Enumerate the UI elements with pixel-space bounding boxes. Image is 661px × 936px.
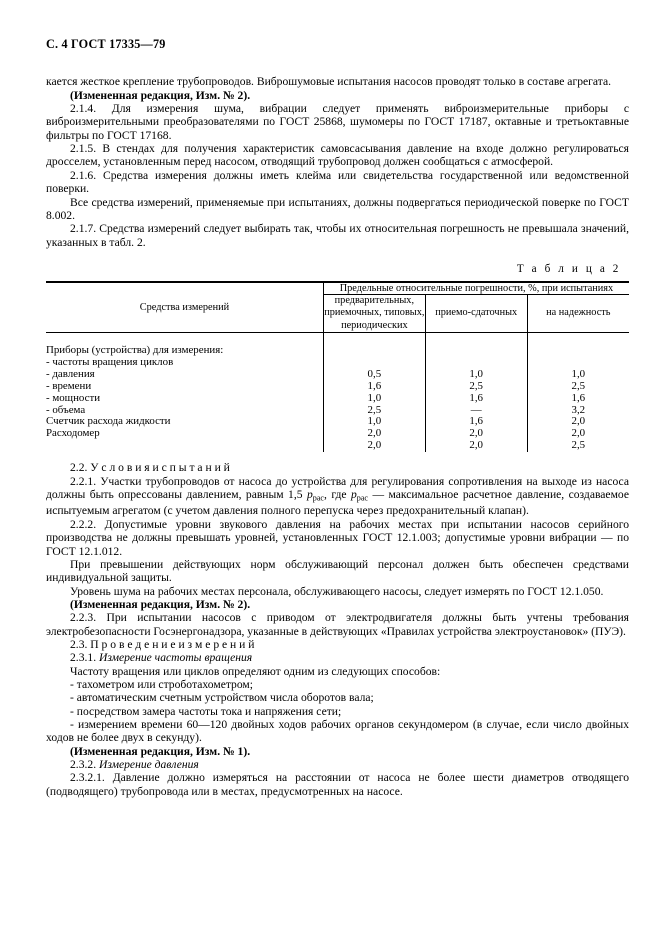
p221-part-c: — максимальное расчетное давление, создаваемое испытуемым агрегатом (с учетом давления полного перепуска через предохранительный клапан). xyxy=(46,487,629,518)
subheader-line-2: приемочных, типовых, xyxy=(324,307,425,319)
table-row-labels xyxy=(46,333,323,452)
bullet-item-0: - тахометром или стробoтахометром; xyxy=(70,677,253,691)
row-group-label: Приборы (устройства) для измерения: xyxy=(46,344,224,357)
val-c3-4: 2,0 xyxy=(571,415,586,428)
table-header-row-top xyxy=(46,282,629,295)
val-c2-1: 2,5 xyxy=(469,379,484,392)
val-c2-4: 1,6 xyxy=(469,415,484,428)
spacer-after-table xyxy=(46,452,629,461)
p221-symbol-1: p xyxy=(306,487,313,501)
revision-note-2: (Измененная редакция, Изм. № 2). xyxy=(70,597,251,611)
paragraph-2-1-5: 2.1.5. В стендах для получения характеристик самовсасывания давление на входе должно регулироваться дросселем, установленным перед насосом, отводящий трубопровод должен сообщаться с атмосферой. xyxy=(46,142,629,169)
row-label-0: - частоты вращения циклов xyxy=(46,355,174,368)
heading-2-2: 2.2. У с л о в и я и с п ы т а н и й xyxy=(70,461,230,475)
table-subheader-reliability: на надежность xyxy=(546,307,611,319)
bullet-item-2: - посредством замера частоты тока и напряжения сети; xyxy=(70,704,342,718)
paragraph-2-2-1 xyxy=(46,475,629,518)
heading-2-3-1-number: 2.3.1. xyxy=(70,651,99,665)
table-body-row xyxy=(46,333,629,452)
paragraph-2-1-6: 2.1.6. Средства измерения должны иметь клейма или свидетельства государственной или ведомственной поверки. xyxy=(46,168,629,196)
paragraph-2-2-2: 2.2.2. Допустимые уровни звукового давления на рабочих местах при испытании насосов серийного производства не должны превышать уровней, установленных ГОСТ 12.1.003; допустимые уровни вибрации — по ГОСТ 12.1.012. xyxy=(46,517,629,558)
val-c3-5: 2,0 xyxy=(571,427,586,440)
val-c3-6: 2,5 xyxy=(571,439,586,452)
table-header-span: Предельные относительные погрешности, %, при испытаниях xyxy=(323,282,629,295)
val-c3-0: 1,0 xyxy=(571,367,586,380)
row-label-3: - мощности xyxy=(46,391,101,404)
val-c3-1: 2,5 xyxy=(571,379,586,392)
paragraph-2-3-2-1: 2.3.2.1. Давление должно измеряться на расстоянии от насоса не более шести диаметров отводящего (подводящего) трубопровода или в местах, предусмотренных на насосе. xyxy=(46,771,629,798)
table-caption: Т а б л и ц а 2 xyxy=(516,262,621,275)
heading-2-3-1-title: Измерение частоты вращения xyxy=(98,651,253,665)
table-subheader-acceptance: приемо-сдаточных xyxy=(425,294,527,332)
val-c1-0: 0,5 xyxy=(367,367,382,380)
measurement-accuracy-table xyxy=(46,281,629,452)
subheader-line-3: периодических xyxy=(341,319,408,331)
row-label-6: Расходомер xyxy=(46,427,100,440)
bullet-item-3: - измерением времени 60—120 двойных ходов рабочих органов секундомером (в случае, если число двойных ходов не более двух в секунду). xyxy=(46,717,629,745)
bullet-item-1: - автоматическим счетным устройством числа оборотов вала; xyxy=(70,691,374,705)
row-label-2: - времени xyxy=(46,379,92,392)
paragraph-2-1-6b: Все средства измерений, применяемые при испытаниях, должны подвергаться периодической поверке по ГОСТ 8.002. xyxy=(46,195,629,222)
p221-part-a: 2.2.1. Участки трубопроводов от насоса до устройства для регулирования сопротивления на выходе из насоса должны быть опрессованы давлением, равным 1,5 xyxy=(46,474,629,501)
table-values-acceptance xyxy=(425,333,527,452)
paragraph-continued: кается жесткое крепление трубопроводов. Виброшумовые испытания насосов проводят только в составе агрегата. xyxy=(46,75,611,89)
row-label-4: - объема xyxy=(46,403,86,416)
heading-2-3: 2.3. П р о в е д е н и е и з м е р е н и й xyxy=(70,637,255,651)
val-c1-3: 2,5 xyxy=(367,403,382,416)
val-c2-2: 1,6 xyxy=(469,391,484,404)
heading-2-3-1 xyxy=(46,651,629,664)
row-label-5: Счетчик расхода жидкости xyxy=(46,415,171,428)
val-c2-5: 2,0 xyxy=(469,427,484,440)
paragraph-2-1-4: 2.1.4. Для измерения шума, вибрации следует применять виброизмерительные приборы с виброизмерительными преобразователями по ГОСТ 25868, шумомеры по ГОСТ 17187, октавные и третьоктавные фильтры по ГОСТ 17168. xyxy=(46,102,629,142)
subheader-line-1: предварительных, xyxy=(334,294,415,306)
p221-symbol-2: p xyxy=(350,487,357,501)
val-c2-3: — xyxy=(470,403,482,416)
val-c1-5: 2,0 xyxy=(367,427,382,440)
revision-note-3: (Измененная редакция, Изм. № 1). xyxy=(70,744,251,758)
table-values-reliability xyxy=(527,333,629,452)
revision-note-1: (Измененная редакция, Изм. № 2). xyxy=(70,88,251,102)
p221-subscript-2: рас xyxy=(356,493,369,503)
val-c1-6: 2,0 xyxy=(367,439,382,452)
val-c3-3: 3,2 xyxy=(571,403,586,416)
paragraph-2-2-2c: Уровень шума на рабочих местах персонала, обслуживающего насосы, следует измерять по ГОСТ 12.1.050. xyxy=(70,584,604,598)
val-c1-1: 1,6 xyxy=(367,379,382,392)
paragraph-2-1-7: 2.1.7. Средства измерений следует выбирать так, чтобы их относительная погрешность не превышала значений, указанных в табл. 2. xyxy=(46,222,629,249)
p221-part-b: , где xyxy=(324,487,351,501)
table-values-preliminary xyxy=(323,333,425,452)
val-c1-2: 1,0 xyxy=(367,391,382,404)
heading-2-3-2 xyxy=(46,758,629,771)
val-c3-2: 1,6 xyxy=(571,391,586,404)
table-subheader-preliminary xyxy=(323,294,425,332)
table-header-means: Средства измерений xyxy=(46,282,323,333)
heading-2-3-2-title: Измерение давления xyxy=(98,758,199,771)
row-label-1: - давления xyxy=(46,367,95,380)
val-c2-0: 1,0 xyxy=(469,367,484,380)
heading-2-3-2-number: 2.3.2. xyxy=(70,758,99,771)
page-header: С. 4 ГОСТ 17335—79 xyxy=(46,37,166,51)
paragraph-2-2-3: 2.2.3. При испытании насосов с приводом от электродвигателя должны быть учтены требования электробезопасности Госэнергонадзора, указанные в действующих «Правилах устройства электроустановок» (ПУЭ). xyxy=(46,611,629,638)
p221-subscript-1: рас xyxy=(312,493,325,503)
paragraph-2-3-1-lead: Частоту вращения или циклов определяют одним из следующих способов: xyxy=(70,664,441,678)
paragraph-2-2-2b: При превышении действующих норм обслуживающий персонал должен быть обеспечен средствами индивидуальной защиты. xyxy=(46,557,629,585)
val-c1-4: 1,0 xyxy=(367,415,382,428)
val-c2-6: 2,0 xyxy=(469,439,484,452)
